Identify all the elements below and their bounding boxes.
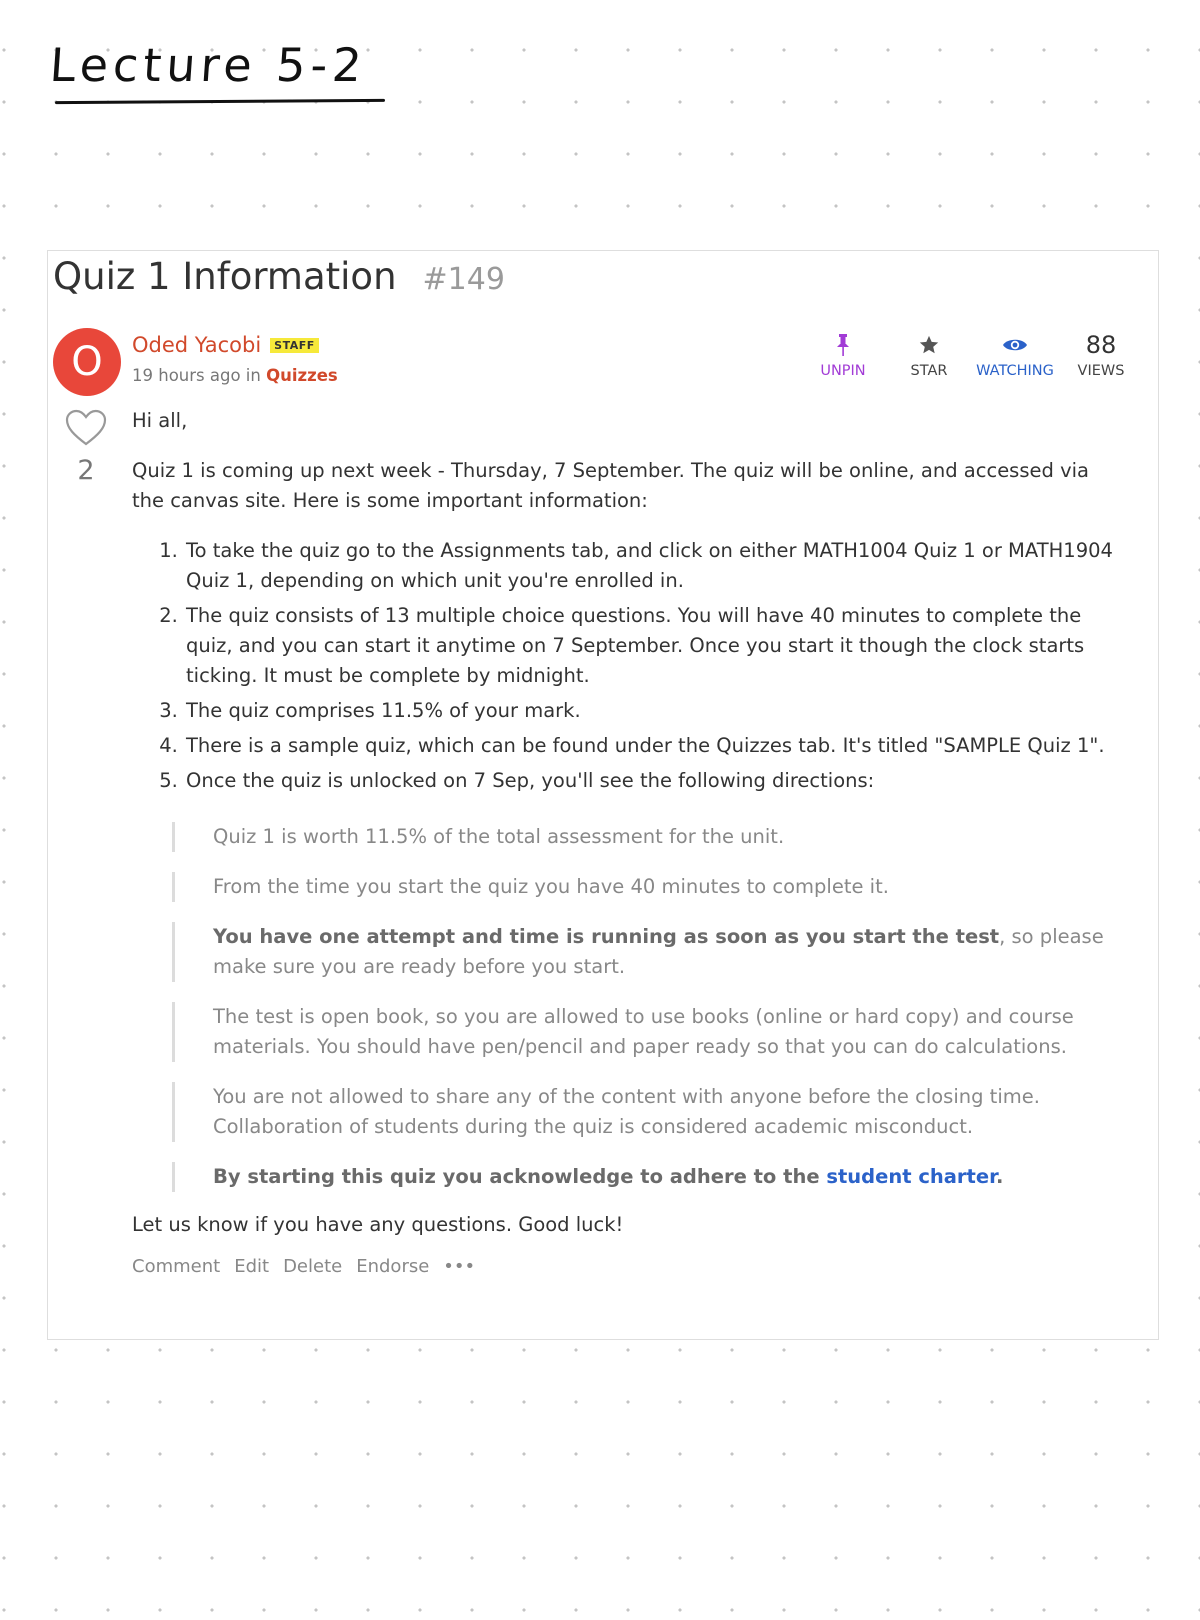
star-button[interactable]: [886, 331, 972, 379]
post-footer: [132, 1252, 1117, 1282]
directions-blockquote: [172, 822, 1117, 1192]
views-label: VIEWS: [1077, 363, 1125, 379]
author-name[interactable]: Oded Yacobi: [132, 333, 262, 357]
category-link[interactable]: Quizzes: [266, 366, 338, 385]
post-card: [47, 250, 1159, 1340]
list-item: 1. To take the quiz go to the Assignments tab, and click on either MATH1004 Quiz 1 or MATH1904 Quiz 1, depending on which unit you're enrolled in.: [184, 536, 1117, 596]
list-item: 5. Once the quiz is unlocked on 7 Sep, you'll see the following directions:: [184, 766, 1117, 796]
direction-item: The test is open book, so you are allowed to use books (online or hard copy) and course materials. You should have pen/pencil and paper ready so that you can do calculations.: [172, 1002, 1117, 1062]
intro-paragraph: Quiz 1 is coming up next week - Thursday, 7 September. The quiz will be online, and accessed via the canvas site. Here is some important information:: [132, 459, 1089, 512]
handwritten-underline: [55, 99, 385, 104]
star-label: STAR: [910, 363, 948, 379]
post-header: [53, 251, 505, 307]
post-title: Quiz 1 Information: [53, 255, 397, 298]
direction-item: [172, 922, 1117, 982]
comment-link[interactable]: Comment: [132, 1256, 221, 1277]
eye-icon: [972, 331, 1058, 359]
unpin-label: UNPIN: [820, 363, 866, 379]
direction-item: [172, 1162, 1117, 1192]
info-list: [132, 536, 1117, 796]
direction-item: From the time you start the quiz you have 40 minutes to complete it.: [172, 872, 1117, 902]
more-options-icon[interactable]: •••: [443, 1256, 476, 1277]
direction-text: , so please make sure you are ready before you start.: [213, 925, 1104, 978]
author-line: [132, 333, 319, 357]
watching-label: WATCHING: [976, 363, 1054, 379]
list-item: 3. The quiz comprises 11.5% of your mark.: [184, 696, 1117, 726]
pin-icon: [800, 331, 886, 359]
views-count: 88: [1085, 331, 1117, 359]
student-charter-link[interactable]: student charter: [826, 1165, 996, 1188]
watching-button[interactable]: [972, 331, 1058, 379]
direction-bold: By starting this quiz you acknowledge to adhere to the: [213, 1165, 827, 1188]
edit-link[interactable]: Edit: [234, 1256, 270, 1277]
post-meta: [132, 366, 338, 385]
closing-paragraph: Let us know if you have any questions. Good luck!: [132, 1213, 624, 1236]
endorse-link[interactable]: Endorse: [356, 1256, 430, 1277]
unpin-button[interactable]: [800, 331, 886, 379]
greeting: Hi all,: [132, 409, 188, 432]
list-item: 2. The quiz consists of 13 multiple choice questions. You will have 40 minutes to complete the quiz, and you can start it anytime on 7 September. Once you start it though the clock starts ticking. It must be complete by midnight.: [184, 601, 1117, 691]
direction-item: Quiz 1 is worth 11.5% of the total assessment for the unit.: [172, 822, 1117, 852]
direction-item: You are not allowed to share any of the content with anyone before the closing time. Collaboration of students during the quiz is considered academic misconduct.: [172, 1082, 1117, 1142]
staff-badge: STAFF: [270, 338, 319, 353]
post-time: 19 hours ago in: [132, 366, 261, 385]
heart-icon[interactable]: [62, 409, 110, 451]
like-count: 2: [77, 455, 95, 486]
delete-link[interactable]: Delete: [283, 1256, 343, 1277]
like-widget: [62, 409, 110, 486]
star-icon: [886, 331, 972, 359]
handwritten-title: Lecture 5-2: [48, 38, 369, 92]
direction-period: .: [995, 1165, 1004, 1188]
views-counter: [1058, 331, 1144, 379]
direction-bold: You have one attempt and time is running as soon as you start the test: [213, 925, 1000, 948]
list-item: 4. There is a sample quiz, which can be found under the Quizzes tab. It's titled "SAMPLE Quiz 1".: [184, 731, 1117, 761]
post-number: #149: [422, 262, 505, 297]
post-actions: [800, 331, 1144, 379]
avatar[interactable]: O: [53, 328, 121, 396]
post-body: [132, 406, 1117, 1282]
